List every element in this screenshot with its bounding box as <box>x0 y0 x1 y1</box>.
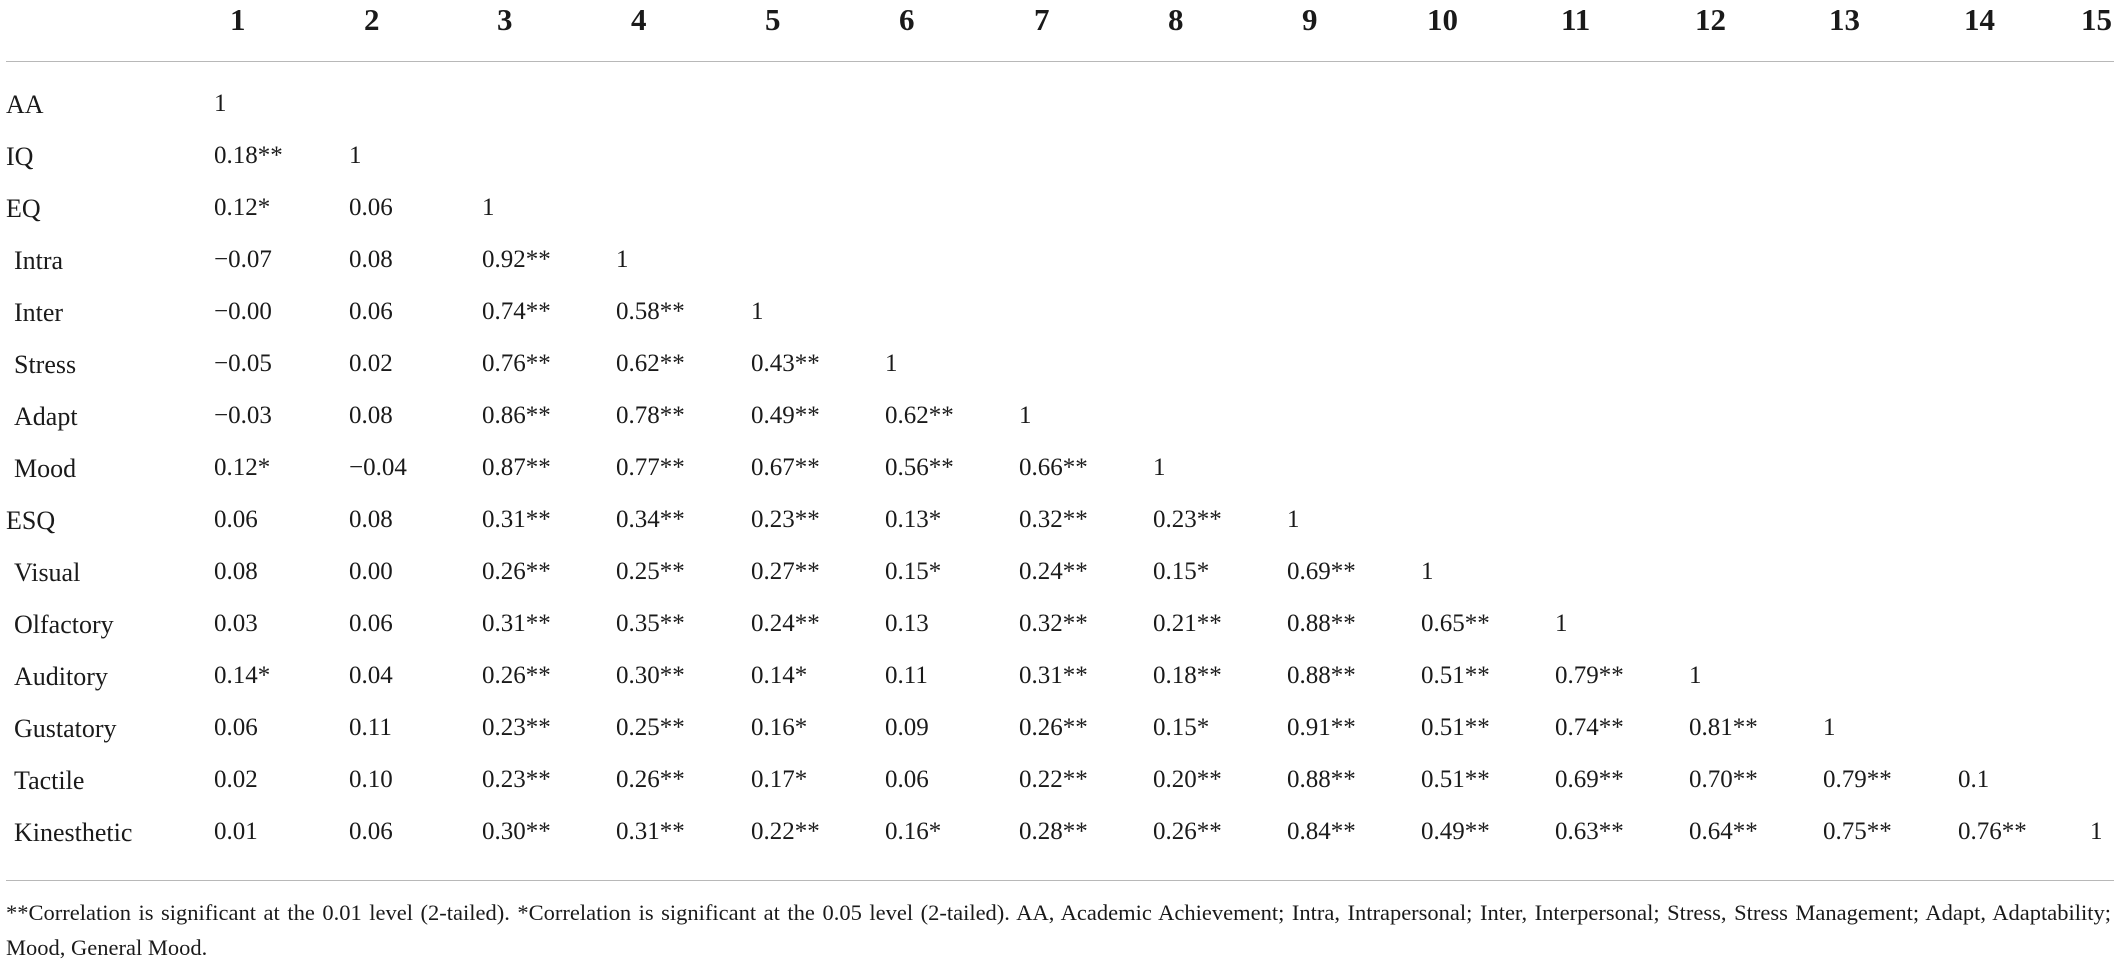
table-cell: 0.26** <box>1153 818 1222 845</box>
table-cell: 0.03 <box>214 610 258 637</box>
table-row <box>0 194 2119 246</box>
table-cell: 0.31** <box>482 506 551 533</box>
table-cell: 0.18** <box>1153 662 1222 689</box>
table-cell: 0.24** <box>1019 558 1088 585</box>
table-cell: 1 <box>885 350 898 377</box>
row-label: Auditory <box>14 662 108 691</box>
table-cell: 0.76** <box>482 350 551 377</box>
table-cell: 0.24** <box>751 610 820 637</box>
table-row <box>0 142 2119 194</box>
table-cell: −0.07 <box>214 246 272 273</box>
table-cell: 0.51** <box>1421 662 1490 689</box>
row-label: Mood <box>14 454 77 483</box>
table-cell: 0.12* <box>214 454 271 481</box>
table-cell: 0.79** <box>1555 662 1624 689</box>
table-cell: 1 <box>482 194 495 221</box>
table-cell: 0.22** <box>1019 766 1088 793</box>
table-cell: 0.69** <box>1555 766 1624 793</box>
row-label: IQ <box>6 142 34 171</box>
table-cell: 0.26** <box>1019 714 1088 741</box>
column-header-11: 11 <box>1561 2 1591 37</box>
column-header-row <box>0 0 2119 60</box>
table-cell: 0.76** <box>1958 818 2027 845</box>
table-cell: 0.30** <box>616 662 685 689</box>
table-cell: 0.17* <box>751 766 808 793</box>
table-cell: 0.02 <box>214 766 258 793</box>
table-cell: 1 <box>214 90 227 117</box>
row-label: EQ <box>6 194 41 223</box>
table-cell: 0.49** <box>1421 818 1490 845</box>
table-cell: 0.87** <box>482 454 551 481</box>
table-row <box>0 454 2119 506</box>
table-cell: 0.31** <box>616 818 685 845</box>
table-cell: 0.22** <box>751 818 820 845</box>
table-cell: 0.09 <box>885 714 929 741</box>
table-cell: 0.08 <box>214 558 258 585</box>
table-cell: 0.43** <box>751 350 820 377</box>
table-cell: 0.88** <box>1287 662 1356 689</box>
table-cell: 1 <box>1555 610 1568 637</box>
table-cell: 0.28** <box>1019 818 1088 845</box>
table-cell: 1 <box>1287 506 1300 533</box>
table-cell: 0.62** <box>885 402 954 429</box>
table-cell: 0.27** <box>751 558 820 585</box>
table-cell: 0.15* <box>885 558 942 585</box>
table-cell: 0.25** <box>616 558 685 585</box>
table-cell: 0.06 <box>214 506 258 533</box>
table-cell: 0.26** <box>482 662 551 689</box>
table-cell: −0.00 <box>214 298 272 325</box>
column-header-14: 14 <box>1964 2 1995 37</box>
table-cell: 0.31** <box>482 610 551 637</box>
table-cell: 1 <box>1823 714 1836 741</box>
table-cell: −0.05 <box>214 350 272 377</box>
table-cell: 0.88** <box>1287 766 1356 793</box>
table-cell: 1 <box>1689 662 1702 689</box>
table-cell: 0.58** <box>616 298 685 325</box>
table-cell: 0.74** <box>1555 714 1624 741</box>
table-cell: 0.08 <box>349 506 393 533</box>
table-cell: 0.13 <box>885 610 929 637</box>
table-cell: 0.12* <box>214 194 271 221</box>
table-cell: 0.01 <box>214 818 258 845</box>
table-row <box>0 558 2119 610</box>
table-cell: 0.67** <box>751 454 820 481</box>
table-cell: 0.23** <box>751 506 820 533</box>
table-cell: 0.06 <box>349 610 393 637</box>
table-row <box>0 90 2119 142</box>
table-cell: 0.16* <box>751 714 808 741</box>
table-cell: 0.91** <box>1287 714 1356 741</box>
row-label: ESQ <box>6 506 56 535</box>
column-header-5: 5 <box>765 2 781 37</box>
column-header-4: 4 <box>631 2 647 37</box>
row-label: Stress <box>14 350 77 379</box>
column-header-2: 2 <box>364 2 380 37</box>
table-cell: 0.13* <box>885 506 942 533</box>
table-cell: 0.81** <box>1689 714 1758 741</box>
table-row <box>0 714 2119 766</box>
table-cell: 0.18** <box>214 142 283 169</box>
table-cell: 0.11 <box>349 714 392 741</box>
column-header-10: 10 <box>1427 2 1458 37</box>
table-cell: 0.56** <box>885 454 954 481</box>
table-cell: 1 <box>1153 454 1166 481</box>
table-cell: 0.08 <box>349 246 393 273</box>
table-cell: 0.65** <box>1421 610 1490 637</box>
column-header-15: 15 <box>2081 2 2112 37</box>
column-header-13: 13 <box>1829 2 1860 37</box>
table-row <box>0 246 2119 298</box>
table-cell: 0.23** <box>1153 506 1222 533</box>
table-cell: 0.20** <box>1153 766 1222 793</box>
table-cell: 0.63** <box>1555 818 1624 845</box>
column-header-12: 12 <box>1695 2 1726 37</box>
table-cell: 0.70** <box>1689 766 1758 793</box>
table-row <box>0 766 2119 818</box>
table-cell: 0.06 <box>885 766 929 793</box>
table-row <box>0 506 2119 558</box>
table-cell: 0.51** <box>1421 766 1490 793</box>
table-cell: 0.06 <box>349 194 393 221</box>
column-header-7: 7 <box>1034 2 1050 37</box>
row-label: Intra <box>14 246 64 275</box>
table-cell: 0.14* <box>751 662 808 689</box>
table-cell: 0.84** <box>1287 818 1356 845</box>
table-footnote: **Correlation is significant at the 0.01 level (2-tailed). *Correlation is significant at the 0.05 level (2-tailed). AA, Academic Achievement; Intra, Intrapersonal; Inter, Interpersonal; Stress, Stress Management; Adapt, Adaptability; Mood, General Mood. <box>6 900 2111 960</box>
table-cell: 0.16* <box>885 818 942 845</box>
table-cell: 0.15* <box>1153 714 1210 741</box>
table-cell: 1 <box>1019 402 1032 429</box>
row-label: Visual <box>14 558 81 587</box>
table-cell: 0.32** <box>1019 610 1088 637</box>
table-cell: 0.66** <box>1019 454 1088 481</box>
footer-rule <box>6 880 2114 881</box>
row-label: Kinesthetic <box>14 818 133 847</box>
column-header-3: 3 <box>497 2 513 37</box>
table-cell: 0.21** <box>1153 610 1222 637</box>
table-cell: −0.04 <box>349 454 407 481</box>
table-cell: 0.11 <box>885 662 928 689</box>
table-row <box>0 818 2119 870</box>
table-cell: 0.1 <box>1958 766 1990 793</box>
row-label: AA <box>6 90 44 119</box>
table-cell: 0.26** <box>616 766 685 793</box>
row-label: Adapt <box>14 402 78 431</box>
table-cell: 0.15* <box>1153 558 1210 585</box>
table-cell: −0.03 <box>214 402 272 429</box>
table-cell: 0.26** <box>482 558 551 585</box>
table-row <box>0 402 2119 454</box>
column-header-8: 8 <box>1168 2 1184 37</box>
table-cell: 0.06 <box>349 818 393 845</box>
table-cell: 0.88** <box>1287 610 1356 637</box>
table-cell: 1 <box>1421 558 1434 585</box>
column-header-1: 1 <box>230 2 246 37</box>
table-cell: 0.78** <box>616 402 685 429</box>
row-label: Gustatory <box>14 714 117 743</box>
table-cell: 0.06 <box>349 298 393 325</box>
table-row <box>0 662 2119 714</box>
table-cell: 0.14* <box>214 662 271 689</box>
row-label: Inter <box>14 298 64 327</box>
table-cell: 0.10 <box>349 766 393 793</box>
table-cell: 0.32** <box>1019 506 1088 533</box>
table-cell: 0.23** <box>482 714 551 741</box>
table-cell: 0.02 <box>349 350 393 377</box>
table-cell: 0.86** <box>482 402 551 429</box>
table-cell: 1 <box>2090 818 2103 845</box>
table-cell: 0.64** <box>1689 818 1758 845</box>
table-cell: 0.74** <box>482 298 551 325</box>
table-cell: 0.35** <box>616 610 685 637</box>
table-cell: 0.06 <box>214 714 258 741</box>
table-cell: 0.08 <box>349 402 393 429</box>
table-cell: 0.31** <box>1019 662 1088 689</box>
column-header-6: 6 <box>899 2 915 37</box>
table-cell: 0.79** <box>1823 766 1892 793</box>
table-cell: 1 <box>616 246 629 273</box>
table-cell: 0.34** <box>616 506 685 533</box>
table-cell: 0.62** <box>616 350 685 377</box>
table-cell: 0.04 <box>349 662 393 689</box>
table-cell: 0.69** <box>1287 558 1356 585</box>
table-row <box>0 350 2119 402</box>
table-cell: 0.51** <box>1421 714 1490 741</box>
table-cell: 0.00 <box>349 558 393 585</box>
table-row <box>0 610 2119 662</box>
header-rule <box>6 61 2114 62</box>
table-cell: 0.92** <box>482 246 551 273</box>
table-cell: 0.25** <box>616 714 685 741</box>
table-row <box>0 298 2119 350</box>
table-cell: 0.75** <box>1823 818 1892 845</box>
table-cell: 0.77** <box>616 454 685 481</box>
table-cell: 0.49** <box>751 402 820 429</box>
table-cell: 0.23** <box>482 766 551 793</box>
table-cell: 0.30** <box>482 818 551 845</box>
row-label: Olfactory <box>14 610 114 639</box>
table-cell: 1 <box>751 298 764 325</box>
column-header-9: 9 <box>1302 2 1318 37</box>
row-label: Tactile <box>14 766 85 795</box>
table-cell: 1 <box>349 142 362 169</box>
